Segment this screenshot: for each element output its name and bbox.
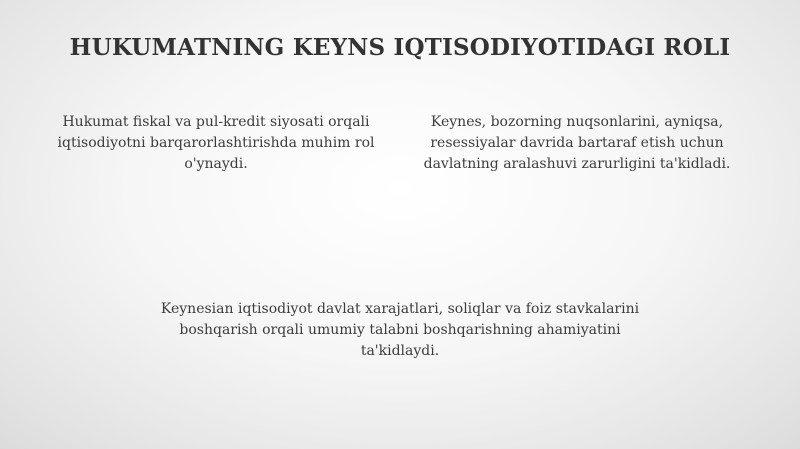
left-text-block: Hukumat fiskal va pul-kredit siyosati orqali iqtisodiyotni barqarorlashtirishda muhim rol o'ynaydi. — [57, 114, 375, 172]
right-text-block: Keynes, bozorning nuqsonlarini, ayniqsa, resessiyalar davrida bartaraf etish uchun davlatning aralashuvi zarurligini ta'kidladi. — [423, 114, 731, 172]
bottom-text-block: Keynesian iqtisodiyot davlat xarajatlari, soliqlar va foiz stavkalarini boshqarish orqali umumiy talabni boshqarishning ahamiyatini ta'kidlaydi. — [160, 301, 640, 359]
slide-title: HUKUMATNING KEYNS IQTISODIYOTIDAGI ROLI — [69, 34, 731, 61]
